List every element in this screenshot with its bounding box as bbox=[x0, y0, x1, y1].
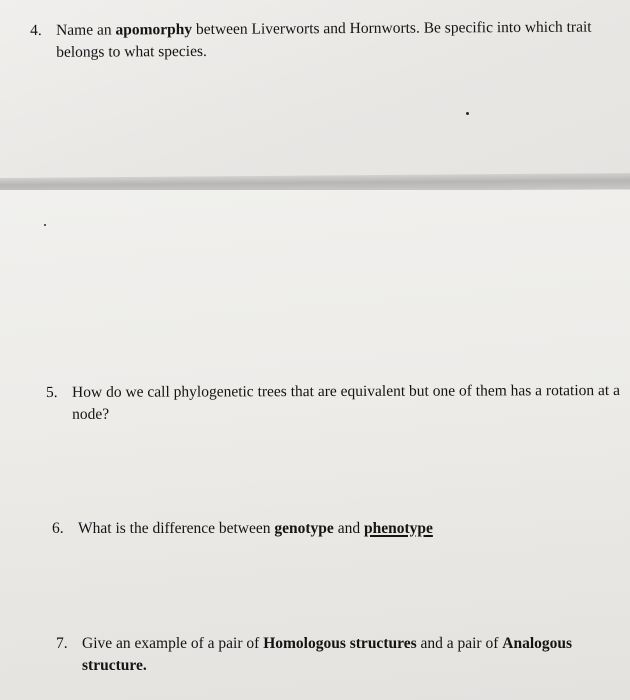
question-text: How do we call phylogenetic trees that are equivalent but one of them has a rotation at a node? bbox=[72, 381, 620, 423]
term-apomorphy: apomorphy bbox=[115, 21, 193, 39]
worksheet-page-lower bbox=[0, 190, 630, 700]
question-text: Name an apomorphy between Liverworts and Hornworts. Be specific into which trait belongs to what species. bbox=[56, 18, 592, 61]
question-number: 5. bbox=[46, 383, 58, 401]
question-5 bbox=[46, 380, 628, 426]
question-text: What is the difference between genotype and phenotype bbox=[78, 520, 433, 537]
question-text: Give an example of a pair of Homologous structures and a pair of Analogous structure. bbox=[82, 635, 573, 674]
paper-speck bbox=[44, 224, 46, 226]
question-7 bbox=[56, 633, 596, 677]
question-number: 7. bbox=[56, 635, 68, 652]
question-number: 6. bbox=[52, 520, 64, 537]
term-analogous-structure: Analogous structure. bbox=[82, 635, 573, 674]
question-6 bbox=[52, 518, 612, 540]
question-4 bbox=[30, 16, 615, 64]
term-genotype: genotype bbox=[274, 520, 334, 537]
paper-speck bbox=[466, 112, 469, 115]
term-homologous-structures: Homologous structures bbox=[263, 635, 417, 652]
term-phenotype: phenotype bbox=[363, 520, 433, 537]
question-number: 4. bbox=[30, 21, 42, 39]
